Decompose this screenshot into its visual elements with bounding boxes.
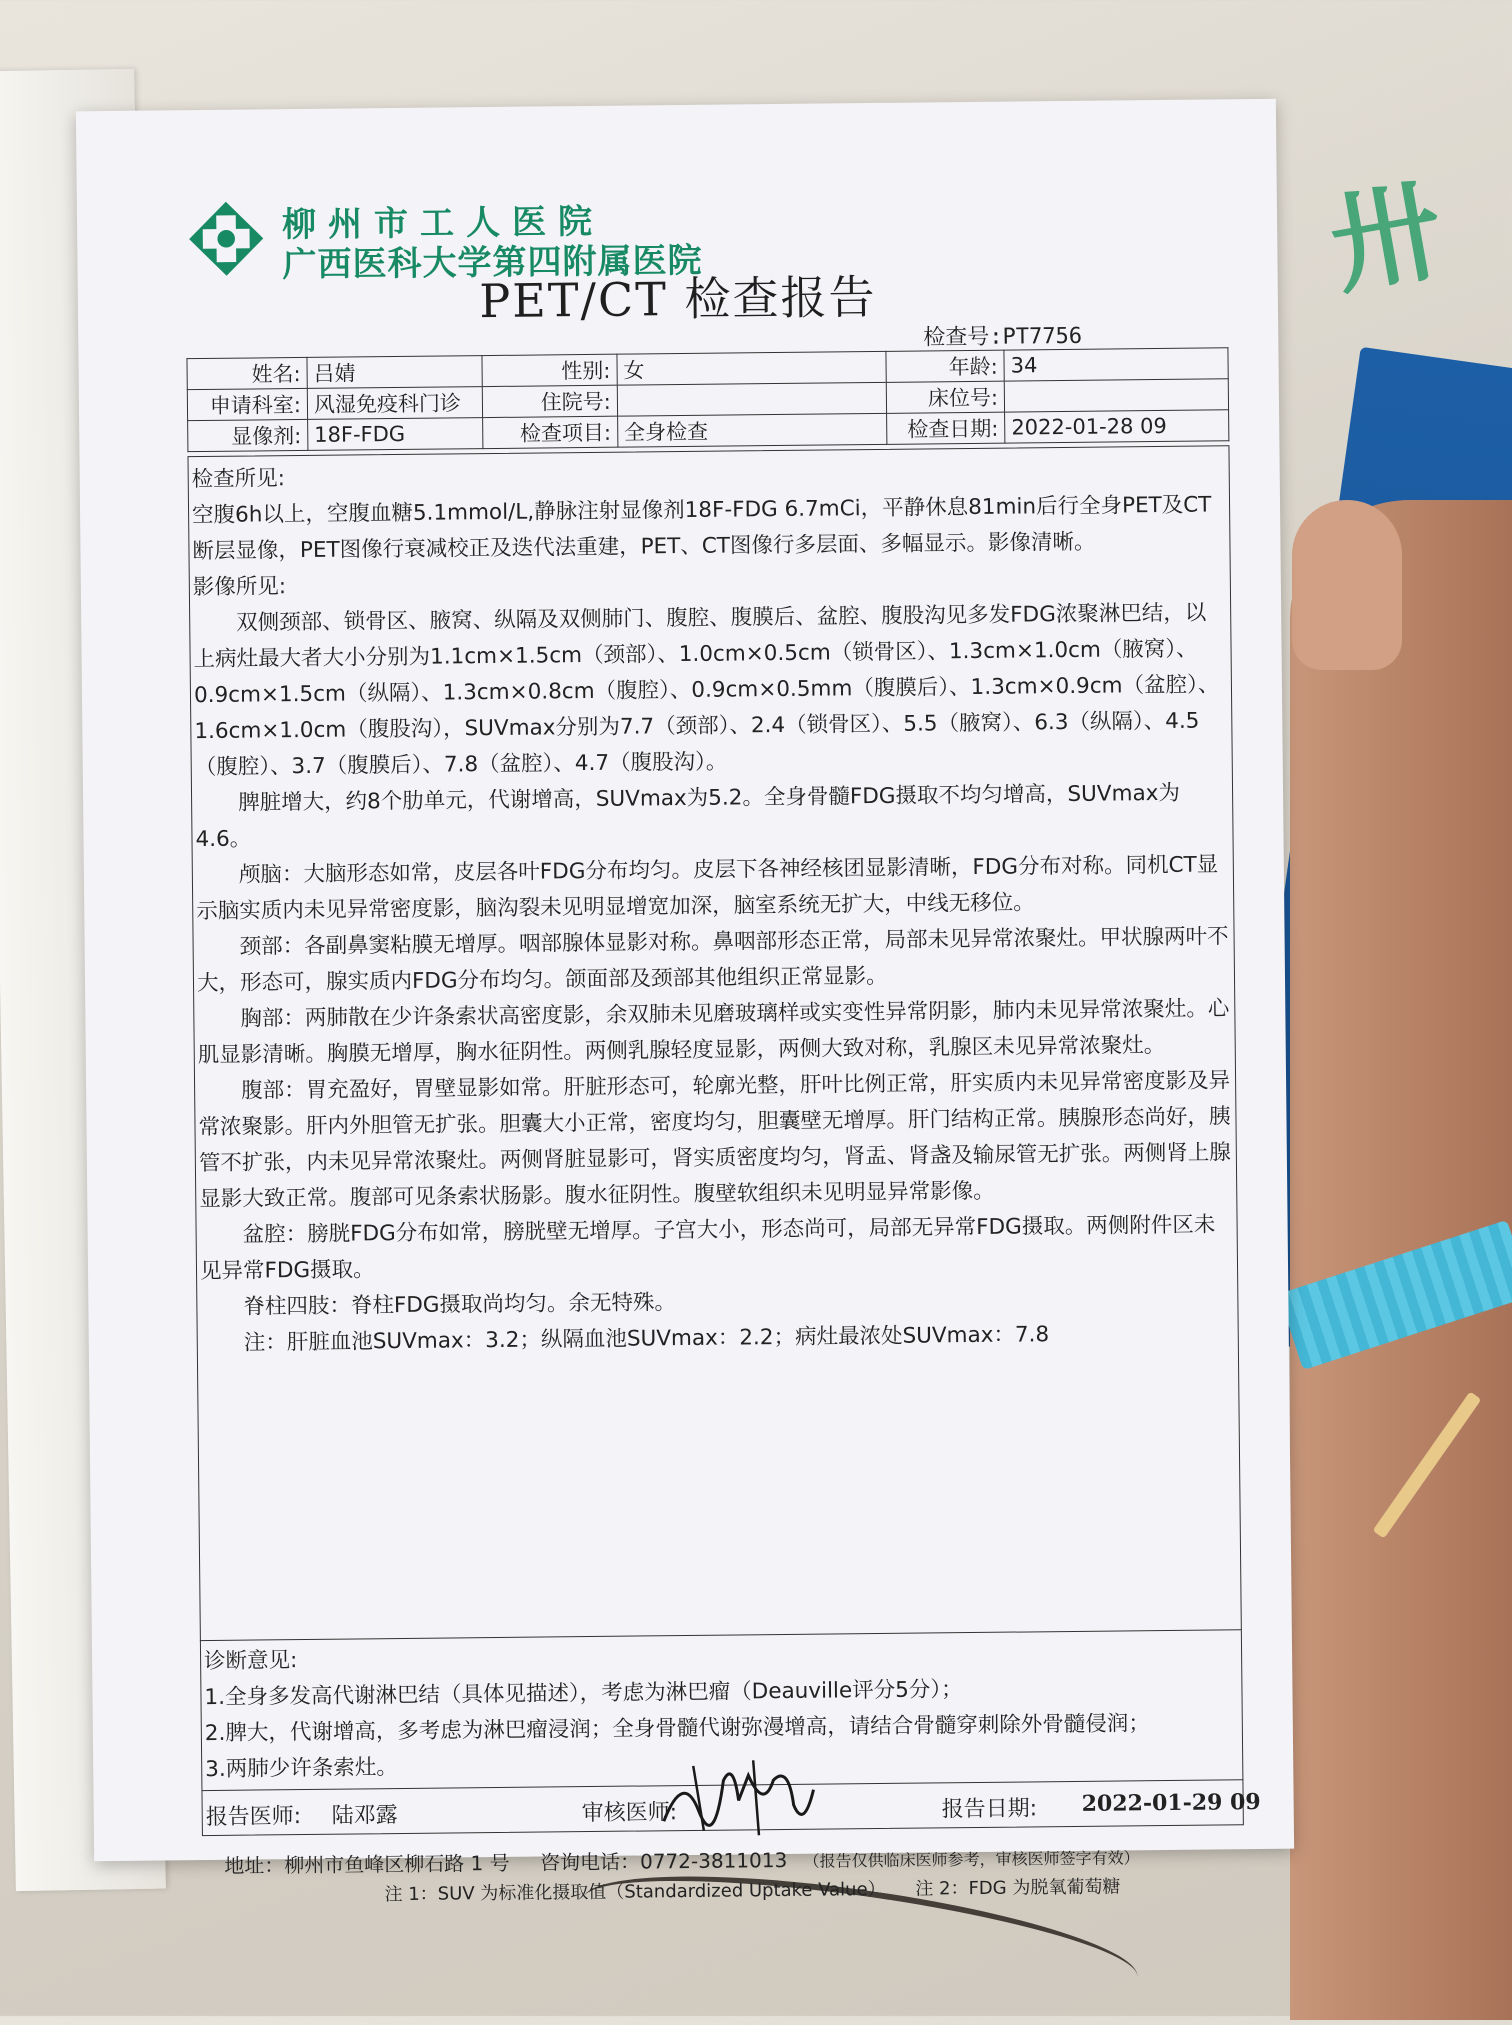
report-title: PET/CT 检查报告: [478, 269, 877, 329]
finding-paragraph: 颅脑：大脑形态如常，皮层各叶FDG分布均匀。皮层下各神经核团显影清晰，FDG分布对称。同机CT显示脑实质内未见异常密度影，脑沟裂未见明显增宽加深，脑室系统无扩大，中线无移位。: [196, 852, 1219, 925]
footer-note-2: 注 2：FDG 为脱氧葡萄糖: [915, 1876, 1121, 1900]
hospital-name: 柳州市工人医院: [281, 201, 605, 246]
inpatient-value: [617, 382, 887, 416]
dept-value: 风湿免疫科门诊: [307, 387, 482, 420]
finding-paragraph: 盆腔：膀胱FDG分布如常，膀胱壁无增厚。子宫大小，形态尚可，局部无异常FDG摄取。两侧附件区未见异常FDG摄取。: [199, 1212, 1216, 1285]
tracer-label: 显像剂:: [188, 419, 308, 451]
exam-findings-text: 空腹6h以上，空腹血糖5.1mmol/L,静脉注射显像剂18F-FDG 6.7mCi，平静休息81min后行全身PET及CT断层显像，PET图像行衰减校正及迭代法重建，PET、CT图像行多层面、多幅显示。影像清晰。: [191, 492, 1212, 565]
exam-date-value: 2022-01-28 09: [1005, 410, 1229, 443]
reviewer-label: 审核医师:: [581, 1800, 678, 1827]
hospital-logo-icon: [187, 199, 266, 278]
thumb: [1292, 500, 1402, 670]
exam-number-value: PT7756: [1002, 323, 1083, 350]
age-label: 年龄:: [886, 350, 1004, 382]
patient-info-table: [186, 347, 1229, 452]
reporter-name: 陆邓露: [331, 1803, 398, 1829]
footer-notes: [384, 1872, 1120, 1906]
age-value: 34: [1004, 348, 1228, 381]
report-date-value: 2022-01-29 09: [1081, 1789, 1261, 1817]
diagnosis-item: 3.两肺少许条索灶。: [205, 1755, 398, 1783]
footer-phone: 咨询电话：0772-3811013: [539, 1847, 788, 1875]
finding-paragraph: 腹部：胃充盈好，胃壁显影如常。肝脏形态可，轮廓光整，肝叶比例正常，肝实质内未见异常密度影及异常浓聚影。肝内外胆管无扩张。胆囊大小正常，密度均匀，胆囊壁无增厚。肝门结构正常。胰腺形态尚好，胰管不扩张，内未见异常浓聚灶。两侧肾脏显影可，肾实质密度均匀，肾盂、肾盏及输尿管无扩张。两侧肾上腺显影大致正常。腹部可见条索状肠影。腹水征阴性。腹壁软组织未见明显异常影像。: [198, 1068, 1231, 1213]
finding-paragraph: 脊柱四肢：脊柱FDG摄取尚均匀。余无特殊。: [243, 1290, 677, 1320]
report-paper: [76, 99, 1294, 1906]
footer-disclaimer: （报告仅供临床医师参考，审核医师签字有效）: [803, 1848, 1140, 1871]
inpatient-label: 住院号:: [482, 385, 617, 417]
bed-value: [1004, 379, 1228, 412]
dept-label: 申请科室:: [187, 388, 307, 420]
footer-note-1: 注 1：SUV 为标准化摄取值（Standardized Uptake Value）: [384, 1878, 886, 1906]
bedsheet-pattern: 卅: [1321, 165, 1452, 311]
footer-address: 地址：柳州市鱼峰区柳石路 1 号: [224, 1850, 510, 1878]
exam-number: [923, 319, 1082, 352]
bed-label: 床位号:: [886, 381, 1004, 413]
diagnosis-heading: 诊断意见:: [203, 1648, 298, 1675]
diagnosis-item: 2.脾大，代谢增高，多考虑为淋巴瘤浸润；全身骨髓代谢弥漫增高，请结合骨髓穿刺除外骨髓侵润；: [204, 1711, 1150, 1747]
finding-paragraph: 脾脏增大，约8个肋单元，代谢增高，SUVmax为5.2。全身骨髓FDG摄取不均匀增高，SUVmax为4.6。: [195, 780, 1181, 853]
exam-item-label: 检查项目:: [482, 416, 617, 448]
exam-number-label: 检查号:: [923, 324, 1003, 351]
exam-item-value: 全身检查: [617, 413, 887, 447]
sex-value: 女: [617, 351, 887, 385]
imaging-findings-heading: 影像所见:: [192, 574, 287, 601]
tracer-value: 18F-FDG: [308, 418, 483, 451]
hospital-affiliation: 广西医科大学第四附属医院: [282, 240, 703, 286]
diagnosis-item: 1.全身多发高代谢淋巴结（具体见描述），考虑为淋巴瘤（Deauville评分5分）；: [204, 1677, 963, 1711]
exam-findings-section: [192, 451, 1233, 1362]
exam-findings-heading: 检查所见:: [191, 466, 286, 493]
sex-label: 性别:: [482, 354, 617, 386]
reporter-label: 报告医师:: [205, 1804, 302, 1831]
finding-note: 注：肝脏血池SUVmax：3.2；纵隔血池SUVmax：2.2；病灶最浓处SUVmax：7.8: [243, 1322, 1050, 1356]
finding-paragraph: 颈部：各副鼻窦粘膜无增厚。咽部腺体显影对称。鼻咽部形态正常，局部未见异常浓聚灶。甲状腺两叶不大，形态可，腺实质内FDG分布均匀。颌面部及颈部其他组织正常显影。: [196, 924, 1229, 997]
reviewer-signature-icon: [653, 1750, 824, 1842]
report-date-label: 报告日期:: [941, 1796, 1038, 1823]
name-value: 吕婧: [307, 356, 482, 389]
exam-date-label: 检查日期:: [887, 412, 1005, 444]
finding-paragraph: 胸部：两肺散在少许条索状高密度影，余双肺未见磨玻璃样或实变性异常阴影，肺内未见异常浓聚灶。心肌显影清晰。胸膜无增厚，胸水征阴性。两侧乳腺轻度显影，两侧大致对称，乳腺区未见异常浓聚灶。: [197, 996, 1230, 1069]
name-label: 姓名:: [187, 357, 307, 389]
finding-paragraph: 双侧颈部、锁骨区、腋窝、纵隔及双侧肺门、腹腔、腹膜后、盆腔、腹股沟见多发FDG浓聚淋巴结，以上病灶最大者大小分别为1.1cm×1.5cm（颈部）、1.0cm×0.5cm（锁骨区）、1.3cm×1.0cm（腋窝）、0.9cm×1.5cm（纵隔）、1.3cm×0.8cm（腹腔）、0.9cm×0.5mm（腹膜后）、1.3cm×0.9cm（盆腔）、1.6cm×1.0cm（腹股沟），SUVmax分别为7.7（颈部）、2.4（锁骨区）、5.5（腋窝）、6.3（纵隔）、4.5（腹腔）、3.7（腹膜后）、7.8（盆腔）、4.7（腹股沟）。: [193, 600, 1220, 781]
